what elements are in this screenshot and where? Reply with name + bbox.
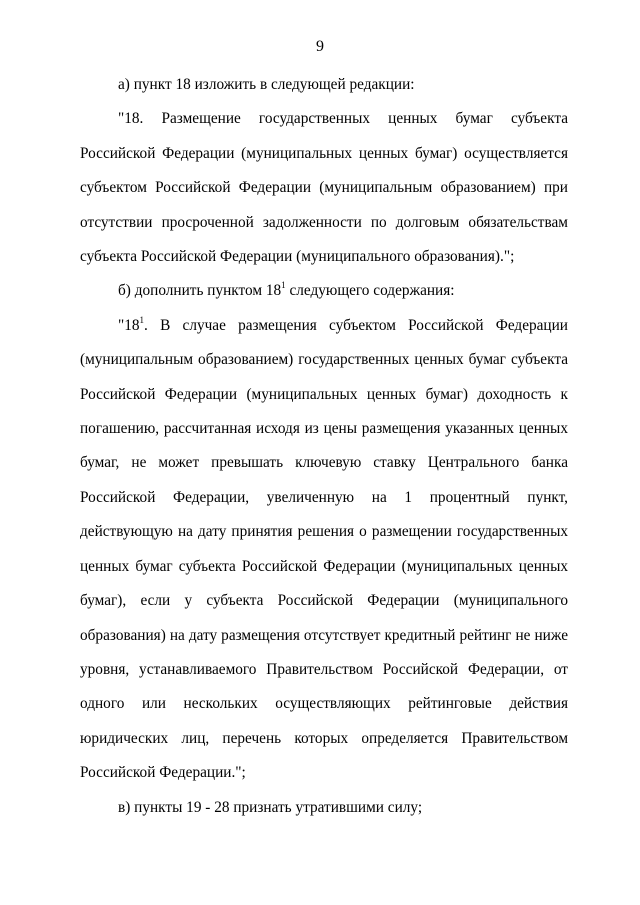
paragraph-point-18-1-superscript: 1 [139, 314, 145, 325]
paragraph-c: в) пункты 19 - 28 признать утратившими силу; [118, 798, 423, 816]
paragraph-point-18: "18. Размещение государственных ценных бумаг субъекта Российской Федерации (муниципальных ценных бумаг) осуществляется субъектом Российской Федерации (муниципальным образованием) при отсутствии просроченной задолженности по долговым обязательствам субъекта Российской Федерации (муниципального образования)."; [80, 110, 568, 266]
paragraph-point-18-1-text: . В случае размещения субъектом Российской Федерации (муниципальным образованием) государственных ценных бумаг субъекта Российской Федерации (муниципальных ценных бумаг) доходность к погашению, рассчитанная исходя из цены размещения указанных ценных бумаг, не может превышать ключевую ставку Центрального банка Российской Федерации, увеличенную на 1 процентный пункт, действующую на дату принятия решения о размещении государственных ценных бумаг субъекта Российской Федерации (муниципальных ценных бумаг), если у субъекта Российской Федерации (муниципального образования) на дату размещения отсутствует кредитный рейтинг не ниже уровня, устанавливаемого Правительством Российской Федерации, от одного или нескольких осуществляющих рейтинговые действия юридических лиц, перечень которых определяется Правительством Российской Федерации."; [80, 316, 568, 782]
paragraph-b-superscript: 1 [281, 280, 286, 291]
paragraph-point-18-1 [80, 309, 568, 791]
document-body [80, 68, 568, 825]
page-number: 9 [316, 38, 324, 55]
paragraph-b-text-end: следующего содержания: [285, 282, 455, 300]
paragraph-a: а) пункт 18 изложить в следующей редакции: [118, 76, 415, 93]
paragraph-b-text-start: б) дополнить пунктом 18 [118, 282, 282, 300]
paragraph-b [80, 274, 568, 308]
paragraph-point-18-1-start: "18 [118, 316, 140, 334]
